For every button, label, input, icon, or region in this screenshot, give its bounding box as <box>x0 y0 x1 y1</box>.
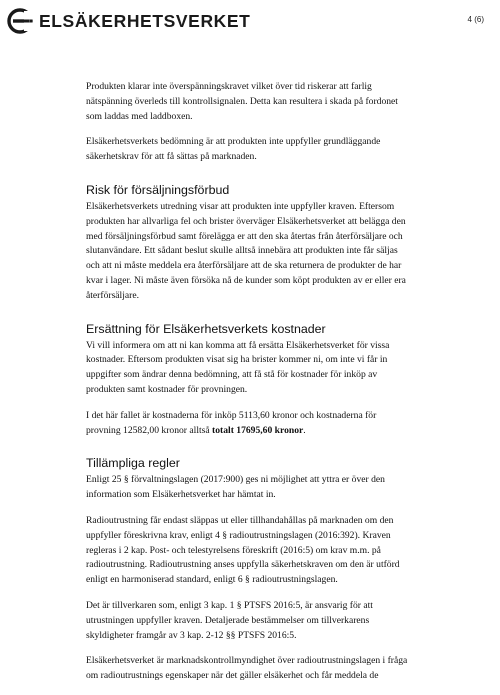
elsakerhetsverket-logo-icon <box>7 8 33 34</box>
document-body <box>86 80 410 695</box>
paragraph: Elsäkerhetsverkets bedömning är att produkten inte uppfyller grundläggande säkerhetskrav för att få sättas på marknaden. <box>86 136 381 163</box>
section-heading: Ersättning för Elsäkerhetsverkets kostnader <box>86 321 326 336</box>
paragraph: Enligt 25 § förvaltningslagen (2017:900) ges ni möjlighet att yttra er över den information som Elsäkerhetsverket har hämtat in. <box>86 474 385 501</box>
logo <box>7 8 250 34</box>
paragraph: Elsäkerhetsverket är marknadskontrollmyndighet över radioutrustningslagen i fråga om radioutrustnings egenskaper när det gäller elsäkerhet och får meddela de <box>86 655 408 682</box>
cost-total: totalt 17695,60 kronor <box>212 424 304 436</box>
paragraph: Vi vill informera om att ni kan komma att få ersätta Elsäkerhetsverket för vissa kostnader. Eftersom produkten visat sig ha brister kommer ni, om inte vi får in uppgifter som ändrar denna bedömning, att få stå för kostnader för inköp av produkten samt kostnader för provningen. <box>86 339 390 395</box>
cost-text-end: . <box>303 424 306 436</box>
paragraph-cost-total <box>86 409 410 439</box>
section-heading: Risk för försäljningsförbud <box>86 182 230 197</box>
logo-text: ELSÄKERHETSVERKET <box>39 10 251 31</box>
paragraph: Produkten klarar inte överspänningskravet vilket över tid riskerar att farlig nätspänning överleds till kontrollsignalen. Detta kan resultera i skada på fordonet som laddas med laddboxen. <box>86 81 398 122</box>
paragraph: Det är tillverkaren som, enligt 3 kap. 1 § PTSFS 2016:5, är ansvarig för att utrustningen uppfyller kraven. Detaljerade bestämmelser om tillverkarens skyldigheter framgår av 3 kap. 2-12 §§ PTSFS 2016:5. <box>86 599 373 641</box>
cost-text: I det här fallet är kostnaderna för inköp 5113,60 kronor och kostnaderna för provning 12582,00 kronor alltså <box>86 409 377 436</box>
paragraph: Radioutrustning får endast släppas ut eller tillhandahållas på marknaden om den uppfyller föreskrivna krav, enligt 4 § radioutrustningslagen (2016:392). Kraven regleras i 2 kap. Post- och telestyrelsens föreskrift (2016:5) om krav m.m. på radioutrustning. Radioutrustning anses uppfylla säkerhetskraven om den är utförd enligt en harmoniserad standard, enligt 6 § radioutrustningslagen. <box>86 514 400 586</box>
paragraph: Elsäkerhetsverkets utredning visar att produkten inte uppfyller kraven. Eftersom produkten har allvarliga fel och brister överväger Elsäkerhetsverket att belägga den med försäljningsförbud samt förelägga er att den ska återtas från återförsäljare och slutanvändare. Ett sådant beslut skulle alltså innebära att produkten inte får säljas och att ni måste meddela era återförsäljare att de ska returnera de produkter de har kvar i lager. Ni måste även försöka nå de kunder som köpt produkten av er eller era återförsäljare. <box>86 200 406 301</box>
section-heading: Tillämpliga regler <box>86 456 180 471</box>
page-number: 4 (6) <box>467 15 484 24</box>
